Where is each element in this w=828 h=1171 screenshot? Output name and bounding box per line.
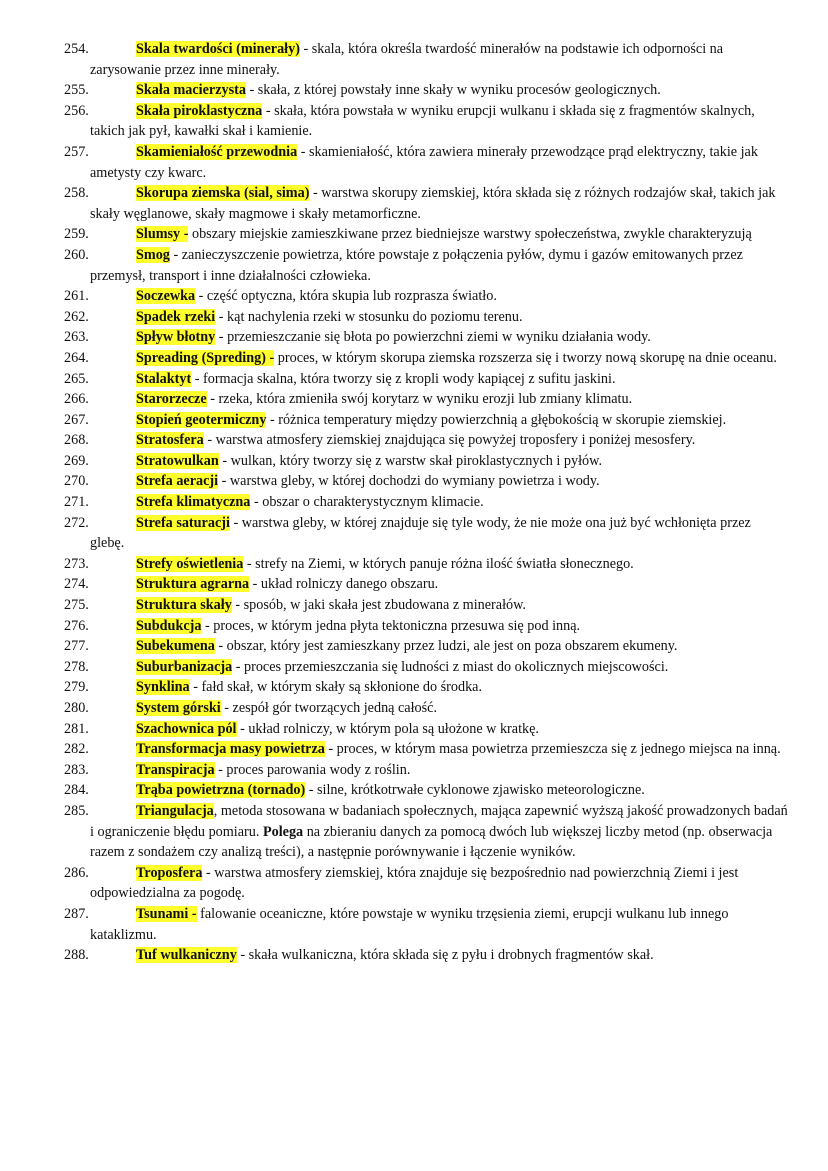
glossary-entry: [0, 307, 788, 328]
entry-term: System górski: [136, 700, 221, 716]
entry-term: Starorzecze: [136, 391, 207, 408]
entry-body: [0, 698, 788, 719]
entry-definition: - przemieszczanie się błota po powierzchni ziemi w wyniku działania wody.: [215, 329, 651, 346]
entry-definition: - skamieniałość, która zawiera minerały przewodzące prąd elektryczny, takie jak ametysty czy kwarc.: [90, 143, 758, 181]
entry-term: Strefa aeracji: [136, 473, 219, 490]
entry-number: 274.: [64, 576, 89, 593]
glossary-entry: [0, 698, 788, 719]
entry-body: [0, 492, 788, 513]
glossary-entry: [0, 101, 788, 142]
entry-number: 285.: [64, 802, 89, 819]
entry-body: [0, 554, 788, 575]
entry-number: 267.: [64, 411, 89, 428]
entry-definition-continued: na zbieraniu danych za pomocą dwóch lub większej liczby metod (np. obserwacja razem z sondażem czy analizą treści), a następnie porównywanie i łączenie wyników.: [90, 823, 773, 861]
entry-number: 277.: [64, 638, 89, 655]
glossary-entry: [0, 595, 788, 616]
entry-body: [0, 574, 788, 595]
entry-body: [0, 369, 788, 390]
entry-body: [0, 245, 788, 286]
entry-term: Skała macierzysta: [136, 82, 246, 99]
entry-body: [0, 801, 788, 863]
glossary-entry: [0, 657, 788, 678]
entry-definition: - kąt nachylenia rzeki w stosunku do poziomu terenu.: [215, 308, 523, 325]
glossary-entry: [0, 224, 788, 245]
glossary-entry: [0, 451, 788, 472]
glossary-entry: [0, 471, 788, 492]
entry-number: 278.: [64, 658, 89, 675]
entry-body: [0, 471, 788, 492]
glossary-entry: [0, 286, 788, 307]
entry-number: 269.: [64, 452, 89, 469]
entry-term: Transpiracja: [136, 761, 215, 778]
entry-body: [0, 142, 788, 183]
entry-definition: falowanie oceaniczne, które powstaje w wyniku trzęsienia ziemi, erupcji wulkanu lub innego kataklizmu.: [90, 905, 729, 943]
entry-definition: obszary miejskie zamieszkiwane przez biedniejsze warstwy społeczeństwa, zwykle charakteryzują: [188, 226, 752, 243]
entry-term: Synklina: [136, 679, 190, 696]
entry-number: 254.: [64, 41, 89, 57]
entry-definition: - silne, krótkotrwałe cyklonowe zjawisko meteorologiczne.: [305, 782, 645, 799]
entry-number: 263.: [64, 329, 89, 346]
entry-term: Strefa saturacji: [136, 514, 230, 531]
glossary-entry: [0, 430, 788, 451]
entry-term: Stratowulkan: [136, 452, 219, 469]
entry-definition: - warstwa gleby, w której dochodzi do wymiany powietrza i wody.: [218, 473, 600, 490]
entry-definition: - proces przemieszczania się ludności z miast do okolicznych miejscowości.: [232, 658, 669, 675]
entry-body: [0, 307, 788, 328]
glossary-entry: [0, 245, 788, 286]
entry-definition: - różnica temperatury między powierzchnią a głębokością w skorupie ziemskiej.: [266, 411, 727, 428]
entry-body: [0, 430, 788, 451]
entry-term: Spadek rzeki: [136, 308, 216, 325]
entry-term: Struktura skały: [136, 597, 232, 614]
entry-term: Skorupa ziemska (sial, sima): [136, 185, 310, 202]
entry-definition: - warstwa atmosfery ziemskiej znajdująca się powyżej troposfery i poniżej mesosfery.: [203, 432, 696, 449]
entry-definition: - proces, w którym masa powietrza przemieszcza się z jednego miejsca na inną.: [324, 741, 781, 758]
entry-definition: proces, w którym skorupa ziemska rozszerza się i tworzy nową skorupę na dnie oceanu.: [274, 349, 777, 366]
entry-term: Skala twardości (minerały): [136, 41, 300, 57]
entry-number: 276.: [64, 617, 89, 634]
glossary-entry: [0, 327, 788, 348]
entry-number: 258.: [64, 185, 89, 202]
entry-term: Skamieniałość przewodnia: [136, 143, 298, 160]
entry-definition: - obszar, który jest zamieszkany przez ludzi, ale jest on poza obszarem ekumeny.: [214, 638, 678, 655]
entry-term: Skała piroklastyczna: [136, 102, 263, 119]
entry-definition: - część optyczna, która skupia lub rozprasza światło.: [195, 288, 497, 305]
entry-number: 259.: [64, 226, 89, 243]
glossary-entry: [0, 142, 788, 183]
glossary-entry: [0, 574, 788, 595]
entry-body: [0, 863, 788, 904]
glossary-entry: [0, 677, 788, 698]
entry-number: 265.: [64, 370, 89, 387]
entry-body: [0, 719, 788, 740]
entry-term: Transformacja masy powietrza: [136, 741, 325, 758]
entry-definition: - warstwa gleby, w której znajduje się tyle wody, że nie może ona już być wchłonięta przez glebę.: [90, 514, 751, 552]
glossary-entry: [0, 863, 788, 904]
entry-body: [0, 760, 788, 781]
entry-definition: - warstwa skorupy ziemskiej, która składa się z różnych rodzajów skał, takich jak skały węglanowe, skały magmowe i skały metamorficzne.: [90, 185, 776, 222]
glossary-entry: [0, 369, 788, 390]
glossary-entry: [0, 616, 788, 637]
entry-body: [0, 780, 788, 801]
entry-number: 287.: [64, 905, 89, 922]
glossary-entry: [0, 80, 788, 101]
entry-term: Smog: [136, 246, 170, 263]
entry-number: 255.: [64, 82, 89, 99]
entry-body: [0, 348, 788, 369]
entry-term: Struktura agrarna: [136, 576, 250, 593]
entry-definition: - strefy na Ziemi, w których panuje różna ilość światła słonecznego.: [243, 555, 634, 572]
entry-number: 262.: [64, 308, 89, 325]
entry-definition: - rzeka, która zmieniła swój korytarz w wyniku erozji lub zmiany klimatu.: [206, 391, 633, 408]
entry-definition: - układ rolniczy, w którym pola są ułożone w kratkę.: [236, 720, 539, 737]
entry-definition: - warstwa atmosfery ziemskiej, która znajduje się bezpośrednio nad powierzchnią Ziemi i jest odpowiedzialna za pogodę.: [90, 864, 739, 902]
entry-number: 272.: [64, 514, 89, 531]
entry-definition: - fałd skał, w którym skały są skłonione do środka.: [189, 679, 483, 696]
entry-term: Stopień geotermiczny: [136, 411, 267, 428]
glossary-entry: [0, 719, 788, 740]
entry-definition: - proces parowania wody z roślin.: [214, 761, 411, 778]
entry-number: 275.: [64, 597, 89, 614]
entry-number: 279.: [64, 679, 89, 696]
entry-definition: - wulkan, który tworzy się z warstw skał piroklastycznych i pyłów.: [218, 452, 603, 469]
entry-bold-word: Polega: [262, 823, 304, 840]
entry-number: 284.: [64, 782, 89, 799]
glossary-entry: [0, 348, 788, 369]
glossary-entry: [0, 636, 788, 657]
entry-body: [0, 80, 788, 101]
entry-body: [0, 101, 788, 142]
entry-definition: - zespół gór tworzących jedną całość.: [220, 700, 437, 716]
entry-number: 271.: [64, 494, 89, 511]
entry-body: [0, 327, 788, 348]
entry-body: [0, 451, 788, 472]
entry-number: 264.: [64, 349, 89, 366]
entry-definition: - proces, w którym jedna płyta tektoniczna przesuwa się pod inną.: [201, 617, 581, 634]
entry-number: 286.: [64, 864, 89, 881]
entry-number: 260.: [64, 246, 89, 263]
entry-number: 266.: [64, 391, 89, 408]
entry-term: Triangulacja: [136, 802, 214, 819]
entry-body: [0, 410, 788, 431]
glossary-entry: [0, 904, 788, 945]
entry-body: [0, 183, 788, 224]
entry-definition: - skala, która określa twardość minerałów na podstawie ich odporności na zarysowanie przez inne minerały.: [90, 41, 724, 78]
entry-term: Subekumena: [136, 638, 215, 655]
entry-number: 261.: [64, 288, 89, 305]
glossary-entry: [0, 492, 788, 513]
entry-term: Stalaktyt: [136, 370, 192, 387]
entry-term: Spreading (Spreding) -: [136, 349, 275, 366]
entry-term: Tsunami -: [136, 905, 197, 922]
glossary-entry: [0, 513, 788, 554]
entry-term: Strefy oświetlenia: [136, 555, 244, 572]
entry-term: Strefa klimatyczna: [136, 494, 251, 511]
entry-definition: - formacja skalna, która tworzy się z kropli wody kapiącej z sufitu jaskini.: [191, 370, 616, 387]
entry-definition: - skała wulkaniczna, która składa się z pyłu i drobnych fragmentów skał.: [236, 947, 654, 964]
entry-body: [0, 945, 788, 966]
entry-body: [0, 224, 788, 245]
glossary-entry: [0, 410, 788, 431]
entry-definition: - skała, która powstała w wyniku erupcji wulkanu i składa się z fragmentów skalnych, takich jak pył, kawałki skał i kamienie.: [90, 102, 755, 140]
entry-definition: - układ rolniczy danego obszaru.: [249, 576, 439, 593]
entry-number: 268.: [64, 432, 89, 449]
glossary-entry: [0, 801, 788, 863]
glossary-entry: [0, 945, 788, 966]
glossary-entry: [0, 739, 788, 760]
entry-term: Soczewka: [136, 288, 196, 305]
glossary-entry: [0, 760, 788, 781]
entry-body: [0, 739, 788, 760]
entry-body: [0, 595, 788, 616]
entry-number: 288.: [64, 947, 89, 964]
entry-term: Suburbanizacja: [136, 658, 233, 675]
entry-number: 280.: [64, 700, 89, 716]
entry-number: 281.: [64, 720, 89, 737]
entry-number: 273.: [64, 555, 89, 572]
entry-body: [0, 677, 788, 698]
glossary-entry: [0, 554, 788, 575]
entry-term: Tuf wulkaniczny: [136, 947, 237, 964]
glossary-entry: [0, 39, 788, 80]
entry-definition: - zanieczyszczenie powietrza, które powstaje z połączenia pyłów, dymu i gazów emitowanych przez przemysł, transport i inne działalności człowieka.: [90, 246, 743, 284]
entry-number: 270.: [64, 473, 89, 490]
entry-term: Stratosfera: [136, 432, 204, 449]
entry-number: 256.: [64, 102, 89, 119]
entry-definition: - skała, z której powstały inne skały w wyniku procesów geologicznych.: [245, 82, 661, 99]
entry-body: [0, 904, 788, 945]
entry-body: [0, 513, 788, 554]
entry-term: Troposfera: [136, 864, 203, 881]
glossary-entry: [0, 780, 788, 801]
glossary-list: [0, 39, 788, 966]
entry-term: Spływ błotny: [136, 329, 216, 346]
glossary-entry: [0, 183, 788, 224]
glossary-entry: [0, 389, 788, 410]
entry-definition: - sposób, w jaki skała jest zbudowana z minerałów.: [231, 597, 526, 614]
entry-number: 282.: [64, 741, 89, 758]
entry-body: [0, 657, 788, 678]
entry-definition: , metoda stosowana w badaniach społecznych, mająca zapewnić wyższą jakość prowadzonych badań i ograniczenie błędu pomiaru.: [90, 802, 788, 840]
entry-number: 283.: [64, 761, 89, 778]
entry-body: [0, 636, 788, 657]
entry-body: [0, 39, 788, 80]
entry-definition: - obszar o charakterystycznym klimacie.: [250, 494, 484, 511]
entry-body: [0, 616, 788, 637]
entry-body: [0, 286, 788, 307]
entry-term: Subdukcja: [136, 617, 202, 634]
entry-term: Szachownica pól: [136, 720, 237, 737]
entry-body: [0, 389, 788, 410]
entry-number: 257.: [64, 143, 89, 160]
entry-term: Slumsy -: [136, 226, 189, 243]
entry-term: Trąba powietrzna (tornado): [136, 782, 306, 799]
